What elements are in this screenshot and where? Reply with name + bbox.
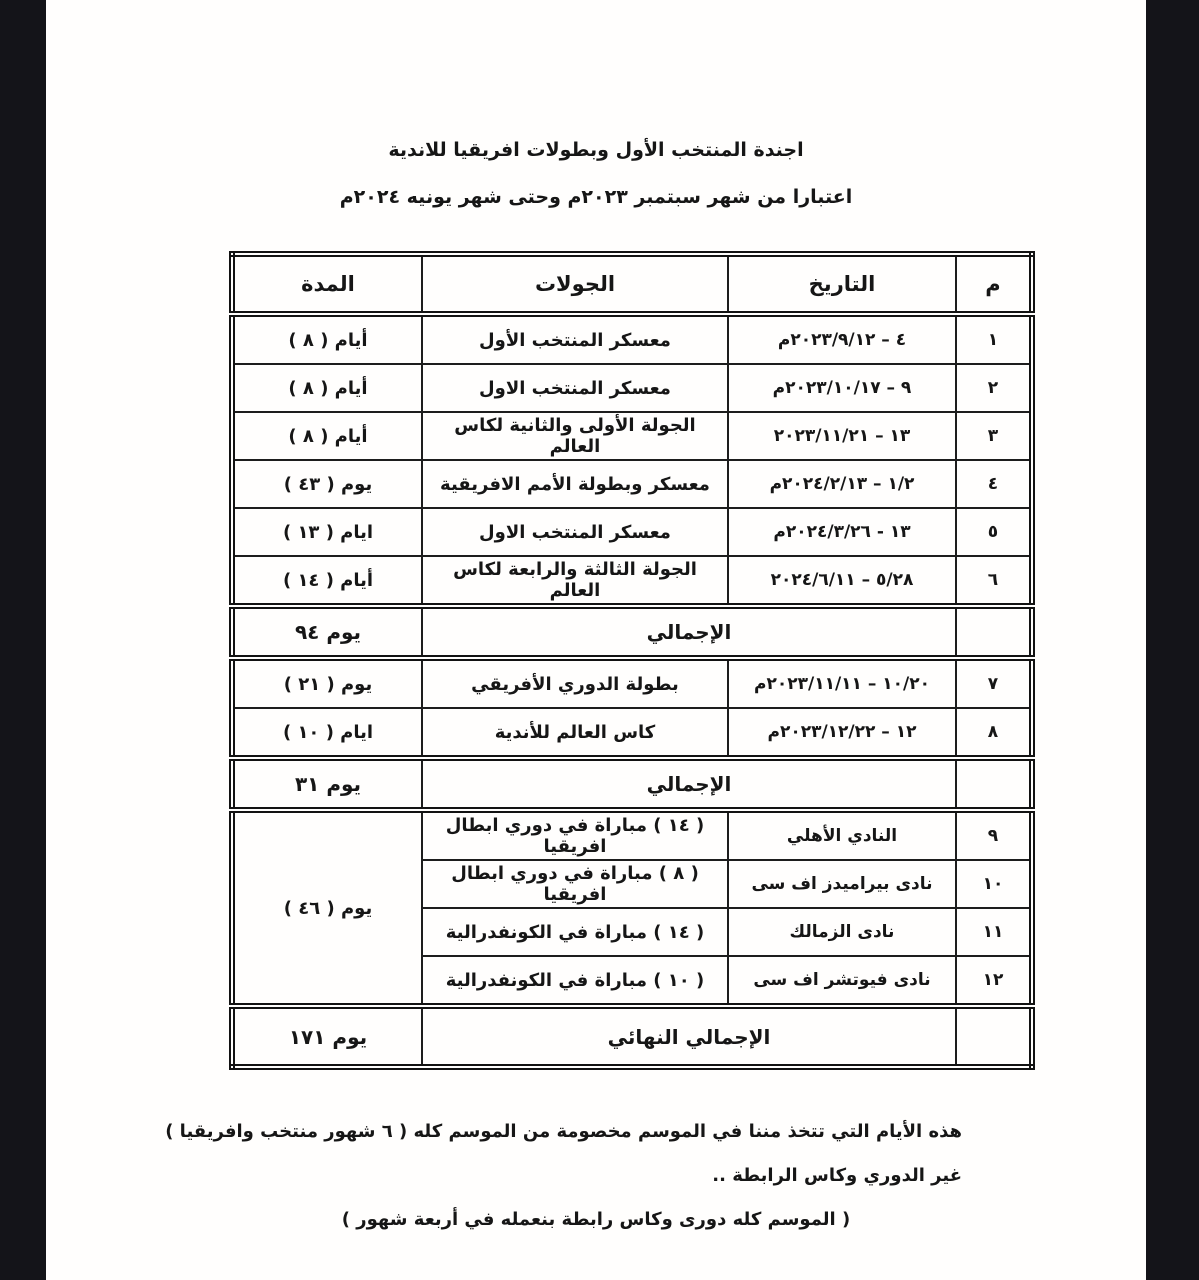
cell-date: ١٠/٢٠ – ٢٠٢٣/١١/١١م (728, 658, 956, 708)
cell-rounds: ( ٨ ) مباراة في دوري ابطال افريقيا (422, 860, 728, 908)
title-line-2: اعتبارا من شهر سبتمبر ٢٠٢٣م وحتى شهر يونيه ٢٠٢٤م (339, 186, 853, 208)
cell-date: ١/٢ – ٢٠٢٤/٢/١٣م (728, 460, 956, 508)
column-header-date: التاريخ (728, 254, 956, 314)
cell-date: ١٢ – ٢٠٢٣/١٢/٢٢م (728, 708, 956, 758)
cell-rounds: الجولة الأولى والثانية لكاس العالم (422, 412, 728, 460)
cell-rounds: كاس العالم للأندية (422, 708, 728, 758)
cell-row-number: ١١ (956, 908, 1032, 956)
cell-rounds: معسكر المنتخب الاول (422, 508, 728, 556)
cell-duration: ايام ( ١٠ ) (232, 708, 422, 758)
table-row (232, 460, 1032, 508)
cell-date: ٩ – ٢٠٢٣/١٠/١٧م (728, 364, 956, 412)
cell-rounds: ( ١٠ ) مباراة في الكونفدرالية (422, 956, 728, 1006)
cell-row-number: ١ (956, 314, 1032, 364)
total-row (232, 1006, 1032, 1067)
photo-background-right (1146, 0, 1199, 1280)
note-line-1: هذه الأيام التي تتخذ مننا في الموسم مخصومة من الموسم كله ( ٦ شهور منتخب وافريقيا ) (165, 1121, 962, 1142)
table-row (232, 508, 1032, 556)
cell-row-number: ٢ (956, 364, 1032, 412)
cell-rounds: الجولة الثالثة والرابعة لكاس العالم (422, 556, 728, 606)
cell-duration: يوم ٣١ (232, 758, 422, 810)
schedule-table (229, 251, 1035, 1070)
cell-date: نادى بيراميدز اف سى (728, 860, 956, 908)
cell-row-number: ٦ (956, 556, 1032, 606)
cell-duration: أيام ( ١٤ ) (232, 556, 422, 606)
document-page (46, 0, 1146, 1280)
cell-rounds: معسكر المنتخب الأول (422, 314, 728, 364)
cell-date: ١٣ – ٢٠٢٣/١١/٢١ (728, 412, 956, 460)
cell-rounds: بطولة الدوري الأفريقي (422, 658, 728, 708)
footer-notes (165, 1118, 962, 1234)
column-header-no: م (956, 254, 1032, 314)
cell-row-number: ٤ (956, 460, 1032, 508)
cell-date: نادى الزمالك (728, 908, 956, 956)
cell-duration: يوم ( ٤٦ ) (232, 810, 422, 1006)
cell-row-number: ١٢ (956, 956, 1032, 1006)
note-line-3: ( الموسم كله دورى وكاس رابطة بنعمله في أربعة شهور ) (341, 1209, 851, 1230)
cell-row-number (956, 606, 1032, 658)
table-row (232, 658, 1032, 708)
cell-duration: ايام ( ١٣ ) (232, 508, 422, 556)
cell-duration: أيام ( ٨ ) (232, 412, 422, 460)
cell-date: نادى فيوتشر اف سى (728, 956, 956, 1006)
cell-date: ٤ – ٢٠٢٣/٩/١٢م (728, 314, 956, 364)
cell-rounds: ( ١٤ ) مباراة في الكونفدرالية (422, 908, 728, 956)
table-row (232, 364, 1032, 412)
cell-row-number (956, 1006, 1032, 1067)
table-row (232, 708, 1032, 758)
cell-row-number: ٧ (956, 658, 1032, 708)
cell-row-number: ٣ (956, 412, 1032, 460)
total-row (232, 758, 1032, 810)
cell-rounds: ( ١٤ ) مباراة في دوري ابطال افريقيا (422, 810, 728, 860)
cell-row-number: ٨ (956, 708, 1032, 758)
column-header-rounds: الجولات (422, 254, 728, 314)
table-row (232, 412, 1032, 460)
schedule-table-body (232, 314, 1032, 1067)
total-row (232, 606, 1032, 658)
title-line-1: اجندة المنتخب الأول وبطولات افريقيا للاندية (388, 139, 804, 161)
total-label: الإجمالي (422, 606, 956, 658)
cell-rounds: معسكر وبطولة الأمم الافريقية (422, 460, 728, 508)
column-header-duration: المدة (232, 254, 422, 314)
note-line-2: غير الدوري وكاس الرابطة .. (712, 1165, 962, 1186)
cell-row-number (956, 758, 1032, 810)
cell-duration: يوم ( ٤٣ ) (232, 460, 422, 508)
cell-duration: يوم ٩٤ (232, 606, 422, 658)
cell-duration: يوم ١٧١ (232, 1006, 422, 1067)
table-row (232, 810, 1032, 860)
cell-duration: يوم ( ٢١ ) (232, 658, 422, 708)
cell-row-number: ٩ (956, 810, 1032, 860)
total-label: الإجمالي (422, 758, 956, 810)
cell-date: ١٣ - ٢٠٢٤/٣/٢٦م (728, 508, 956, 556)
cell-row-number: ٥ (956, 508, 1032, 556)
cell-rounds: معسكر المنتخب الاول (422, 364, 728, 412)
table-row (232, 556, 1032, 606)
cell-date: النادي الأهلي (728, 810, 956, 860)
document-title (46, 0, 1146, 211)
cell-duration: أيام ( ٨ ) (232, 314, 422, 364)
cell-row-number: ١٠ (956, 860, 1032, 908)
cell-date: ٥/٢٨ – ٢٠٢٤/٦/١١ (728, 556, 956, 606)
table-row (232, 314, 1032, 364)
cell-duration: أيام ( ٨ ) (232, 364, 422, 412)
photo-background-left (0, 0, 46, 1280)
total-label: الإجمالي النهائي (422, 1006, 956, 1067)
table-header-row (232, 254, 1032, 314)
